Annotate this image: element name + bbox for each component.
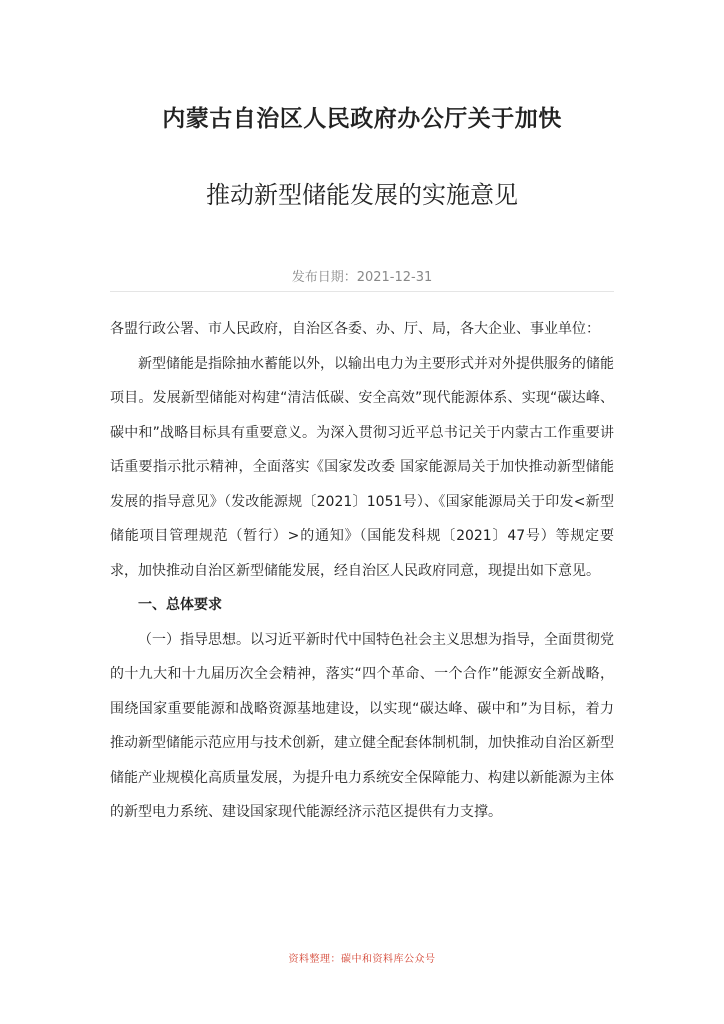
source-footer-note: 资料整理：碳中和资料库公众号 <box>288 954 436 965</box>
body-paragraph-1: 新型储能是指除抽水蓄能以外，以输出电力为主要形式并对外提供服务的储能项目。发展新型储能对构建“清洁低碳、安全高效”现代能源体系、实现“碳达峰、碳中和”战略目标具有重要意义。为深入贯彻习近平总书记关于内蒙古工作重要讲话重要指示批示精神，全面落实《国家发改委 国家能源局关于加快推动新型储能发展的指导意见》（发改能源规〔2021〕1051号）、《国家能源局关于印发<新型储能项目管理规范（暂行）>的通知》（国能发科规〔2021〕47号）等规定要求，加快推动自治区新型储能发展，经自治区人民政府同意，现提出如下意见。 <box>110 355 614 579</box>
publish-date: 发布日期：2021-12-31 <box>291 270 433 285</box>
body-paragraph-2: （一）指导思想。以习近平新时代中国特色社会主义思想为指导，全面贯彻党的十九大和十九届历次全会精神，落实“四个革命、一个合作”能源安全新战略，围绕国家重要能源和战略资源基地建设，以实现“碳达峰、碳中和”为目标，着力推动新型储能示范应用与技术创新，建立健全配套体制机制，加快推动自治区新型储能产业规模化高质量发展，为提升电力系统安全保障能力、构建以新能源为主体的新型电力系统、建设国家现代能源经济示范区提供有力支撑。 <box>110 631 614 820</box>
salutation: 各盟行政公署、市人民政府，自治区各委、办、厅、局，各大企业、事业单位： <box>110 321 600 337</box>
document-body <box>110 312 614 830</box>
title-divider <box>110 291 614 292</box>
document-title-line-2: 推动新型储能发展的实施意见 <box>206 181 518 209</box>
document-title-line-1: 内蒙古自治区人民政府办公厅关于加快 <box>162 106 562 132</box>
section-heading: 一、总体要求 <box>138 597 222 613</box>
